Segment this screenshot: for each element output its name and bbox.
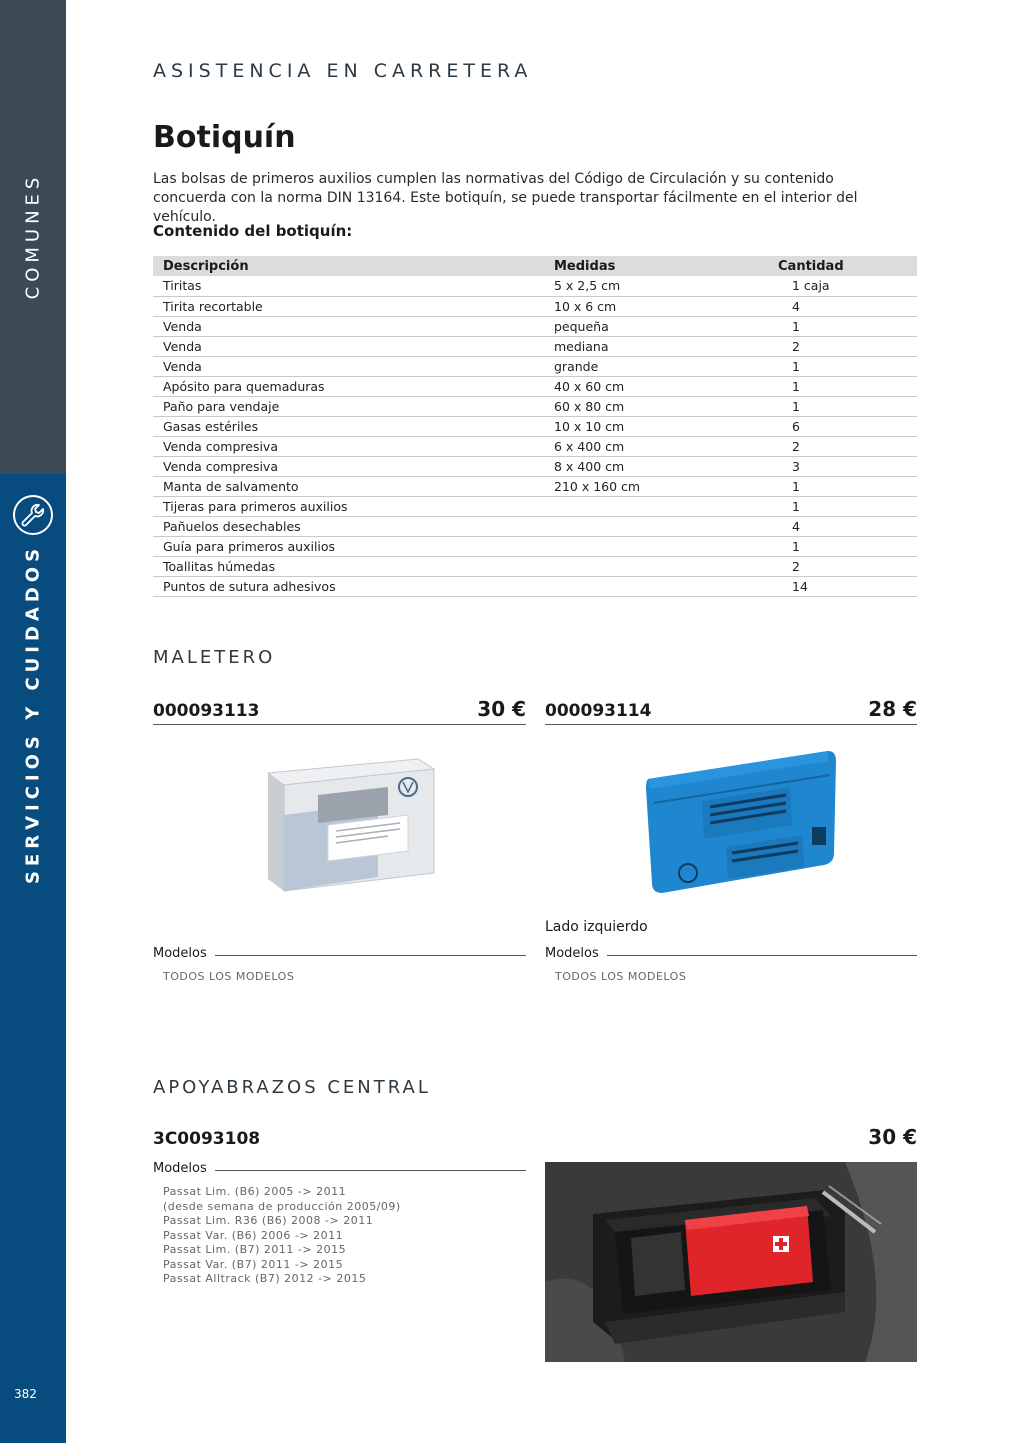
models-label-row-3 xyxy=(153,1161,526,1177)
product-code: 000093114 xyxy=(545,701,652,721)
cell-quantity: 4 xyxy=(768,296,917,316)
cell-quantity: 1 xyxy=(768,376,917,396)
table-row xyxy=(153,276,917,296)
cell-description: Apósito para quemaduras xyxy=(153,376,544,396)
cell-measures: mediana xyxy=(544,336,768,356)
cell-measures: 10 x 10 cm xyxy=(544,416,768,436)
table-row xyxy=(153,336,917,356)
product-price: 28 € xyxy=(868,697,917,721)
cell-measures: 40 x 60 cm xyxy=(544,376,768,396)
table-row xyxy=(153,536,917,556)
cell-description: Toallitas húmedas xyxy=(153,556,544,576)
table-row xyxy=(153,556,917,576)
model-item: Passat Lim. (B6) 2005 -> 2011 xyxy=(163,1185,347,1198)
section-heading-asistencia: ASISTENCIA EN CARRETERA xyxy=(153,60,533,82)
product-code: 000093113 xyxy=(153,701,260,721)
cell-measures xyxy=(544,496,768,516)
models-value-1: TODOS LOS MODELOS xyxy=(163,970,295,983)
cell-quantity: 2 xyxy=(768,556,917,576)
cell-measures xyxy=(544,536,768,556)
product-note-left-side: Lado izquierdo xyxy=(545,919,648,935)
cell-measures: 210 x 160 cm xyxy=(544,476,768,496)
cell-description: Venda xyxy=(153,356,544,376)
cell-measures: pequeña xyxy=(544,316,768,336)
intro-paragraph: Las bolsas de primeros auxilios cumplen las normativas del Código de Circulación y su contenido concuerda con la norma DIN 13164. Este botiquín, se puede transportar fácilmente en el interior del vehículo. xyxy=(153,171,858,225)
table-row xyxy=(153,376,917,396)
cell-quantity: 1 xyxy=(768,476,917,496)
cell-measures: 60 x 80 cm xyxy=(544,396,768,416)
model-item: Passat Var. (B7) 2011 -> 2015 xyxy=(163,1257,344,1271)
cell-description: Puntos de sutura adhesivos xyxy=(153,576,544,596)
models-label-row-2 xyxy=(545,946,917,962)
cell-quantity: 2 xyxy=(768,436,917,456)
first-aid-pouch-image xyxy=(640,743,840,895)
cell-measures: 6 x 400 cm xyxy=(544,436,768,456)
cell-measures: 5 x 2,5 cm xyxy=(544,276,768,296)
table-row xyxy=(153,416,917,436)
cell-measures: 10 x 6 cm xyxy=(544,296,768,316)
cell-description: Gasas estériles xyxy=(153,416,544,436)
product-price: 30 € xyxy=(477,697,526,721)
armrest-kit-image xyxy=(545,1162,917,1362)
table-row xyxy=(153,456,917,476)
model-item: Passat Var. (B6) 2006 -> 2011 xyxy=(163,1228,344,1242)
table-subtitle: Contenido del botiquín: xyxy=(153,222,353,240)
sidebar-top-band xyxy=(0,0,66,474)
cell-quantity: 1 xyxy=(768,316,917,336)
table-row xyxy=(153,576,917,596)
header-measures: Medidas xyxy=(544,256,768,276)
cell-quantity: 2 xyxy=(768,336,917,356)
cell-quantity: 1 caja xyxy=(768,276,917,296)
cell-description: Guía para primeros auxilios xyxy=(153,536,544,556)
models-label-row-1 xyxy=(153,946,526,962)
models-label: Modelos xyxy=(153,1161,215,1176)
table-row xyxy=(153,356,917,376)
product-header-1 xyxy=(153,697,526,725)
cell-description: Tiritas xyxy=(153,276,544,296)
model-item: Passat Alltrack (B7) 2012 -> 2015 xyxy=(163,1272,367,1285)
wrench-icon xyxy=(12,494,54,536)
section-heading-apoyabrazos: APOYABRAZOS CENTRAL xyxy=(153,1077,431,1098)
models-value-2: TODOS LOS MODELOS xyxy=(555,970,687,983)
product-header-3 xyxy=(153,1125,917,1153)
table-row xyxy=(153,316,917,336)
product-header-2 xyxy=(545,697,917,725)
models-list-3 xyxy=(163,1185,401,1287)
models-label: Modelos xyxy=(545,946,607,961)
header-quantity: Cantidad xyxy=(768,256,917,276)
cell-description: Tijeras para primeros auxilios xyxy=(153,496,544,516)
cell-quantity: 1 xyxy=(768,356,917,376)
product-code: 3C0093108 xyxy=(153,1129,261,1149)
cell-measures xyxy=(544,576,768,596)
model-item: Passat Lim. R36 (B6) 2008 -> 2011 xyxy=(163,1214,374,1227)
models-label: Modelos xyxy=(153,946,215,961)
cell-description: Venda xyxy=(153,316,544,336)
cell-measures xyxy=(544,556,768,576)
model-item: Passat Lim. (B7) 2011 -> 2015 xyxy=(163,1243,347,1256)
sidebar xyxy=(0,0,66,1443)
cell-quantity: 1 xyxy=(768,496,917,516)
cell-measures xyxy=(544,516,768,536)
page-number: 382 xyxy=(14,1387,37,1401)
cell-measures: 8 x 400 cm xyxy=(544,456,768,476)
cell-quantity: 3 xyxy=(768,456,917,476)
cell-quantity: 6 xyxy=(768,416,917,436)
table-row xyxy=(153,516,917,536)
table-row xyxy=(153,496,917,516)
cell-quantity: 4 xyxy=(768,516,917,536)
first-aid-box-image xyxy=(258,755,438,895)
table-row xyxy=(153,476,917,496)
product-price: 30 € xyxy=(868,1125,917,1149)
cell-description: Tirita recortable xyxy=(153,296,544,316)
cell-description: Venda xyxy=(153,336,544,356)
table-row xyxy=(153,396,917,416)
cell-description: Manta de salvamento xyxy=(153,476,544,496)
table-row xyxy=(153,436,917,456)
sidebar-label-comunes: COMUNES xyxy=(22,172,44,300)
contents-table xyxy=(153,256,917,597)
table-row xyxy=(153,296,917,316)
sidebar-label-servicios: SERVICIOS Y CUIDADOS xyxy=(22,543,44,885)
cell-description: Pañuelos desechables xyxy=(153,516,544,536)
cell-description: Venda compresiva xyxy=(153,456,544,476)
cell-quantity: 14 xyxy=(768,576,917,596)
page-title: Botiquín xyxy=(153,120,296,155)
header-description: Descripción xyxy=(153,256,544,276)
section-heading-maletero: MALETERO xyxy=(153,647,276,668)
cell-description: Venda compresiva xyxy=(153,436,544,456)
table-header-row xyxy=(153,256,917,276)
cell-quantity: 1 xyxy=(768,396,917,416)
cell-quantity: 1 xyxy=(768,536,917,556)
model-item: (desde semana de producción 2005/09) xyxy=(163,1199,401,1213)
cell-description: Paño para vendaje xyxy=(153,396,544,416)
cell-measures: grande xyxy=(544,356,768,376)
